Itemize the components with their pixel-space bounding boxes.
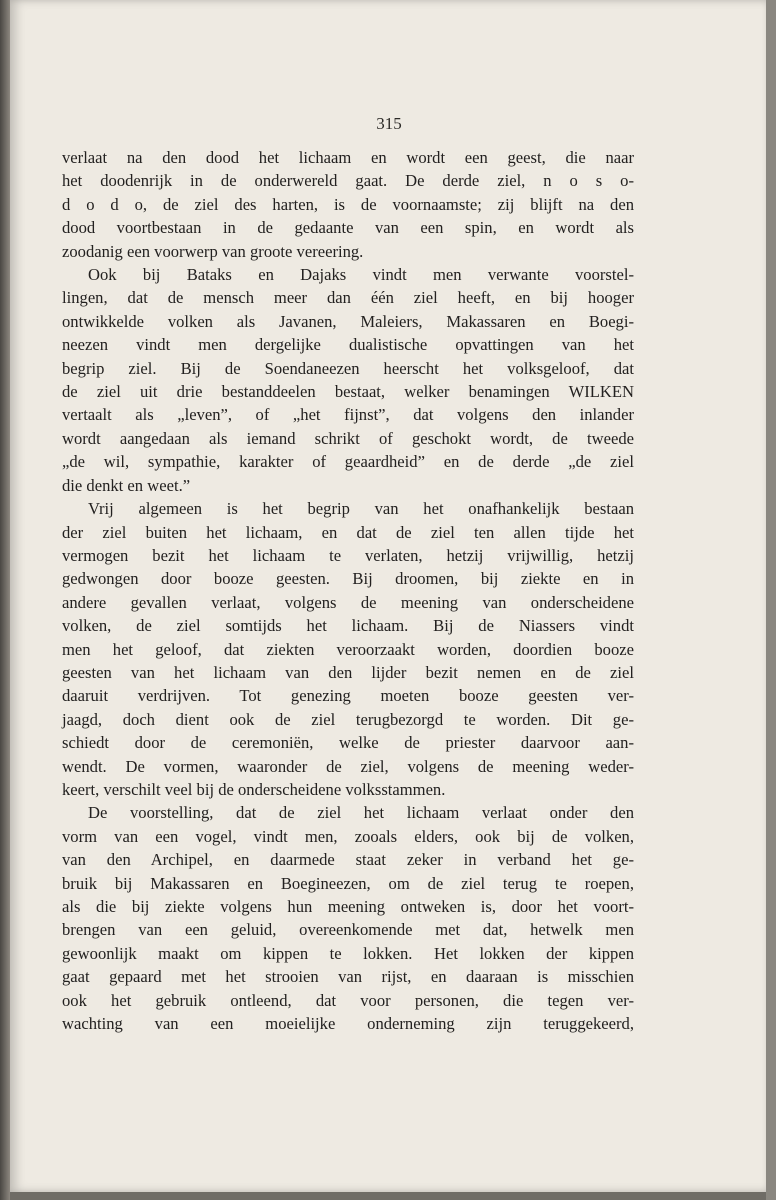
- book-page: [10, 0, 768, 1192]
- text-line: brengen van een geluid, overeenkomende met dat, hetwelk men: [62, 920, 634, 940]
- text-line: wendt. De vormen, waaronder de ziel, volgens de meening weder-: [62, 756, 634, 776]
- text-line: vorm van een vogel, vindt men, zooals elders, ook bij de volken,: [62, 826, 634, 846]
- text-line: d o d o, de ziel des harten, is de voornaamste; zij blijft na den: [62, 194, 634, 214]
- text-line: het doodenrijk in de onderwereld gaat. De derde ziel, n o s o-: [62, 171, 634, 191]
- text-line: De voorstelling, dat de ziel het lichaam verlaat onder den: [88, 803, 634, 823]
- text-line: verlaat na den dood het lichaam en wordt een geest, die naar: [62, 148, 634, 167]
- text-line: de ziel uit drie bestanddeelen bestaat, welker benamingen WILKEN: [62, 382, 634, 402]
- text-line: dood voortbestaan in de gedaante van een spin, en wordt als: [62, 218, 634, 238]
- text-line: geesten van het lichaam van den lijder bezit nemen en de ziel: [62, 662, 634, 682]
- text-line: gedwongen door booze geesten. Bij droomen, bij ziekte en in: [62, 569, 634, 589]
- text-line: gaat gepaard met het strooien van rijst, en daaraan is misschien: [62, 967, 634, 987]
- text-line: jaagd, doch dient ook de ziel terugbezorgd te worden. Dit ge-: [62, 709, 634, 729]
- text-line: begrip ziel. Bij de Soendaneezen heerscht het volksgeloof, dat: [62, 358, 634, 378]
- text-line: als die bij ziekte volgens hun meening ontweken is, door het voort-: [62, 897, 634, 916]
- text-line: vermogen bezit het lichaam te verlaten, hetzij vrijwillig, hetzij: [62, 545, 634, 565]
- text-line: van den Archipel, en daarmede staat zeker in verband het ge-: [62, 850, 634, 870]
- text-line: Ook bij Bataks en Dajaks vindt men verwante voorstel-: [88, 265, 634, 285]
- text-line: volken, de ziel somtijds het lichaam. Bij de Niassers vindt: [62, 616, 634, 636]
- text-line: vertaalt als „leven”, of „het fijnst”, dat volgens den inlander: [62, 405, 634, 425]
- page-edge: [766, 0, 776, 1200]
- text-line: schiedt door de ceremoniën, welke de priester daarvoor aan-: [62, 733, 634, 753]
- body-text: [62, 146, 634, 1035]
- text-line: lingen, dat de mensch meer dan één ziel heeft, en bij hooger: [62, 288, 634, 308]
- text-line: „de wil, sympathie, karakter of geaardheid” en de derde „de ziel: [62, 452, 634, 472]
- text-line: zoodanig een voorwerp van groote vereering.: [62, 241, 364, 261]
- text-line: andere gevallen verlaat, volgens de meening van onderscheidene: [62, 592, 634, 612]
- text-line: keert, verschilt veel bij de onderscheidene volksstammen.: [62, 779, 446, 799]
- text-line: Vrij algemeen is het begrip van het onafhankelijk bestaan: [88, 499, 634, 519]
- text-line: wachting van een moeielijke onderneming zijn teruggekeerd,: [62, 1014, 634, 1034]
- text-line: wordt aangedaan als iemand schrikt of geschokt wordt, de tweede: [62, 428, 634, 448]
- text-line: bruik bij Makassaren en Boegineezen, om de ziel terug te roepen,: [62, 873, 634, 893]
- text-line: gewoonlijk maakt om kippen te lokken. Het lokken der kippen: [62, 943, 634, 963]
- text-line: neezen vindt men dergelijke dualistische opvattingen van het: [62, 335, 634, 355]
- text-line: daaruit verdrijven. Tot genezing moeten booze geesten ver-: [62, 686, 634, 706]
- book-spine-shadow: [0, 0, 10, 1200]
- page-number: 315: [376, 114, 402, 133]
- text-line: ook het gebruik ontleend, dat voor personen, die tegen ver-: [62, 990, 634, 1010]
- text-line: ontwikkelde volken als Javanen, Maleiers, Makassaren en Boegi-: [62, 311, 634, 331]
- text-line: die denkt en weet.”: [62, 475, 191, 495]
- text-line: der ziel buiten het lichaam, en dat de ziel ten allen tijde het: [62, 522, 634, 542]
- text-line: men het geloof, dat ziekten veroorzaakt worden, doordien booze: [62, 639, 634, 659]
